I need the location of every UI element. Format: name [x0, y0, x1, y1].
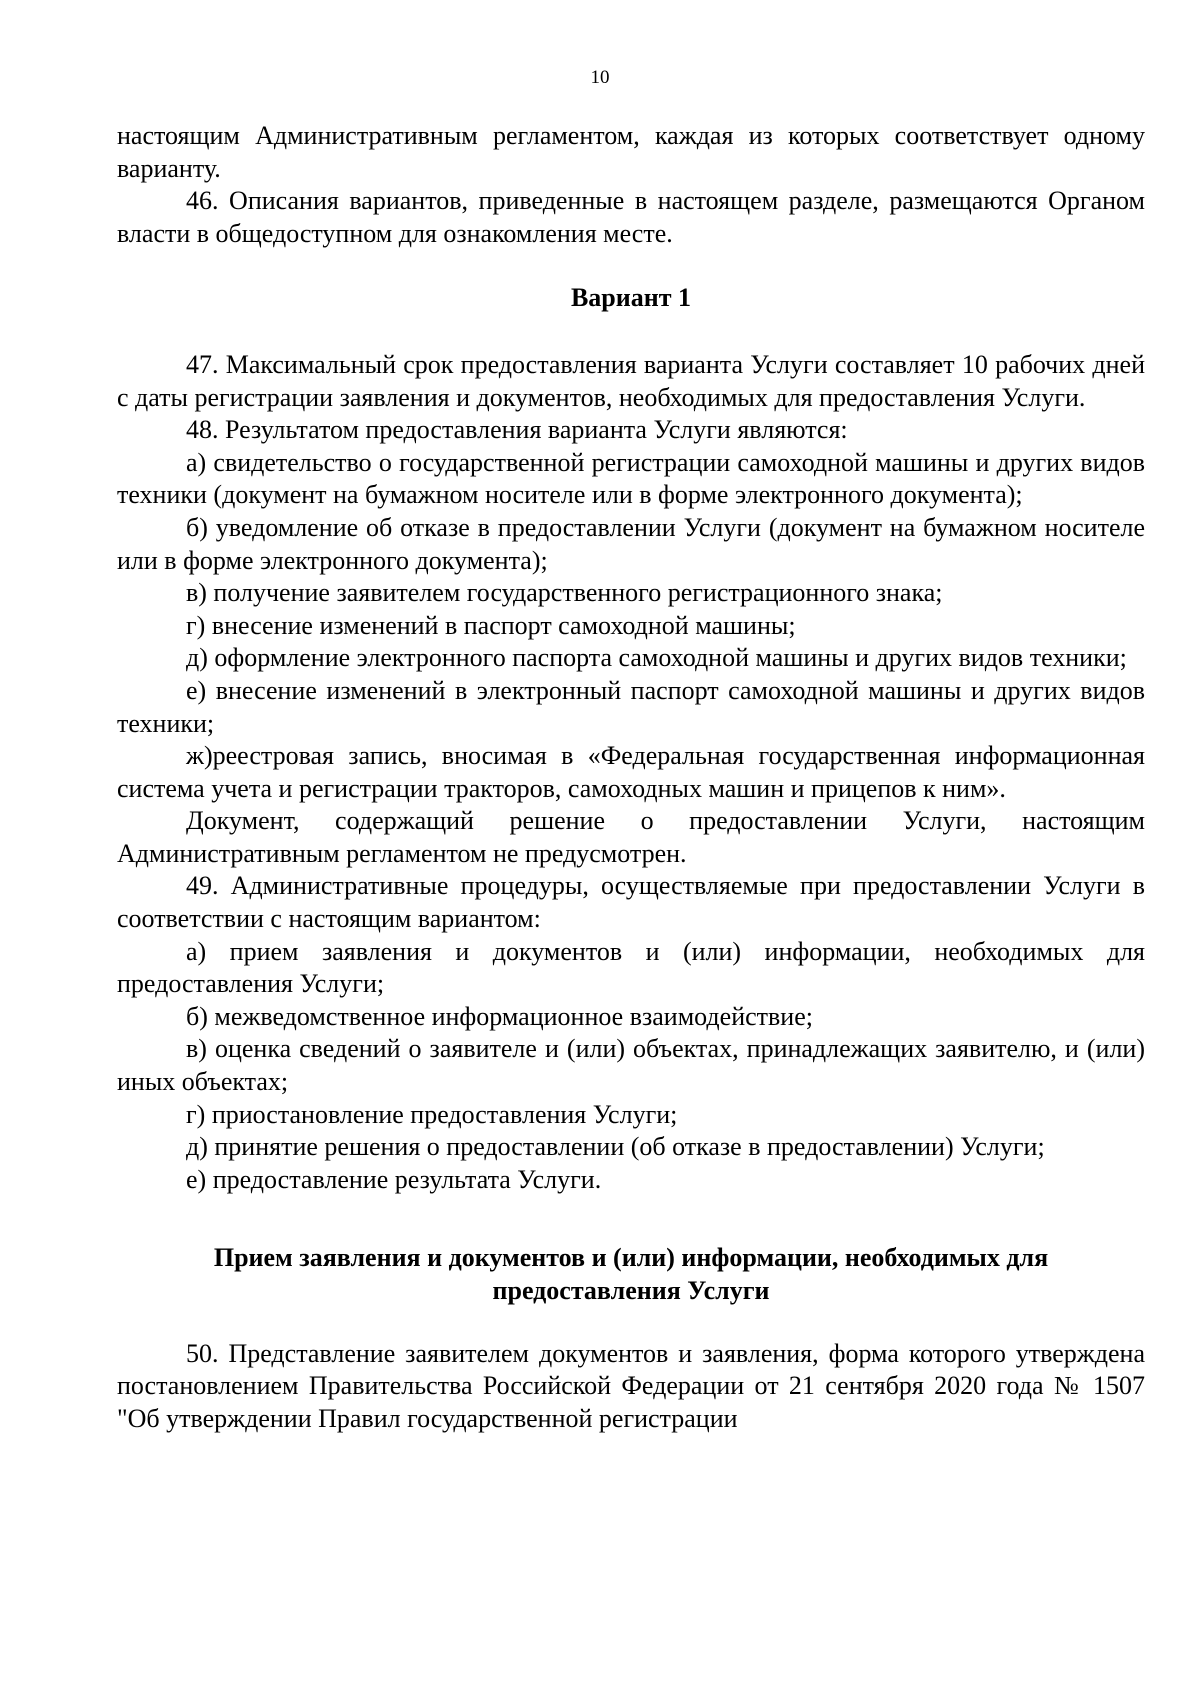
- variant-heading: Вариант 1: [570, 283, 692, 313]
- paragraph-49: 49. Административные процедуры, осуществляемые при предоставлении Услуги в соответствии с настоящим вариантом:: [117, 871, 1145, 934]
- list-item-48b: б) уведомление об отказе в предоставлении Услуги (документ на бумажном носителе или в форме электронного документа);: [117, 512, 1145, 575]
- list-item-48zh: ж)реестровая запись, вносимая в «Федеральная государственная информационная система учета и регистрации тракторов, самоходных машин и прицепов к ним».: [117, 741, 1145, 803]
- list-item-49v: в) оценка сведений о заявителе и (или) объектах, принадлежащих заявителю, и (или) иных объектах;: [117, 1034, 1145, 1097]
- list-item-49g: г) приостановление предоставления Услуги;: [186, 1099, 678, 1129]
- list-item-49e: е) предоставление результата Услуги.: [186, 1164, 602, 1194]
- paragraph-46: 46. Описания вариантов, приведенные в настоящем разделе, размещаются Органом власти в общедоступном для ознакомления месте.: [117, 186, 1145, 248]
- list-item-49a: а) прием заявления и документов и (или) информации, необходимых для предоставления Услуги;: [117, 936, 1145, 999]
- section-heading: [117, 1242, 1145, 1307]
- paragraph-48: 48. Результатом предоставления варианта Услуги являются:: [186, 415, 848, 445]
- list-item-48g: г) внесение изменений в паспорт самоходной машины;: [186, 610, 796, 640]
- list-item-49b: б) межведомственное информационное взаимодействие;: [186, 1001, 813, 1031]
- paragraph-document-note: Документ, содержащий решение о предоставлении Услуги, настоящим Административным регламентом не предусмотрен.: [117, 806, 1145, 868]
- document-body: [117, 120, 1145, 1435]
- list-item-48e: е) внесение изменений в электронный паспорт самоходной машины и других видов техники;: [117, 675, 1145, 738]
- paragraph-47: 47. Максимальный срок предоставления варианта Услуги составляет 10 рабочих дней с даты регистрации заявления и документов, необходимых для предоставления Услуги.: [117, 349, 1145, 412]
- paragraph-50: 50. Представление заявителем документов и заявления, форма которого утверждена постановлением Правительства Российской Федерации от 21 сентября 2020 года № 1507 "Об утверждении Правил государственной регистрации: [117, 1338, 1145, 1433]
- page-number: 10: [590, 67, 610, 88]
- section-heading-line-1: Прием заявления и документов и (или) информации, необходимых для: [213, 1243, 1049, 1273]
- list-item-48v: в) получение заявителем государственного регистрационного знака;: [186, 578, 943, 608]
- list-item-48a: а) свидетельство о государственной регистрации самоходной машины и других видов техники (документ на бумажном носителе или в форме электронного документа);: [117, 447, 1145, 510]
- section-heading-line-2: предоставления Услуги: [492, 1276, 770, 1305]
- list-item-48d: д) оформление электронного паспорта самоходной машины и других видов техники;: [186, 643, 1127, 673]
- paragraph-continuation: настоящим Административным регламентом, каждая из которых соответствует одному варианту.: [117, 121, 1145, 183]
- list-item-49d: д) принятие решения о предоставлении (об отказе в предоставлении) Услуги;: [186, 1132, 1045, 1162]
